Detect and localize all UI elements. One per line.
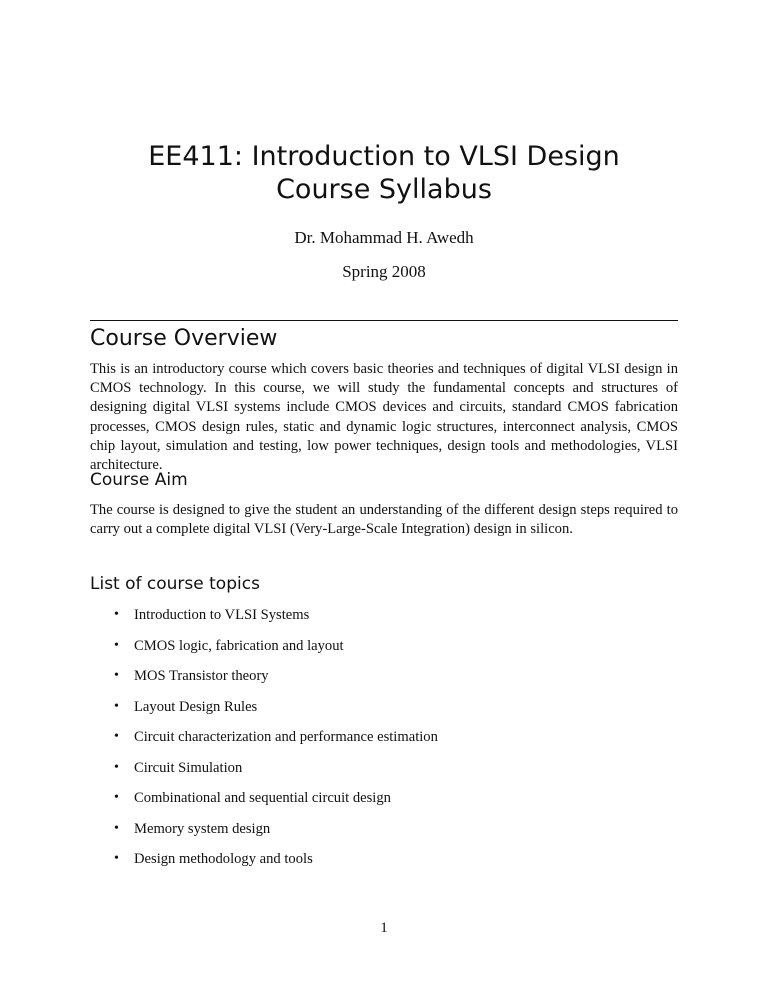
title-line-course: EE411: Introduction to VLSI Design <box>148 141 620 172</box>
aim-paragraph: The course is designed to give the student an understanding of the different design steps required to carry out a complete digital VLSI (Very-Large-Scale Integration) design in silicon. <box>90 502 678 538</box>
topics-list <box>90 606 678 881</box>
list-item-text: MOS Transistor theory <box>134 668 269 684</box>
bullet-icon: • <box>114 790 119 805</box>
term: Spring 2008 <box>342 262 426 281</box>
list-item <box>90 606 678 637</box>
list-item <box>90 637 678 668</box>
list-item-text: Circuit characterization and performance estimation <box>134 729 438 745</box>
list-item <box>90 820 678 851</box>
author-name: Dr. Mohammad H. Awedh <box>294 228 474 247</box>
topics-heading: List of course topics <box>90 574 260 594</box>
page-number: 1 <box>380 920 388 936</box>
bullet-icon: • <box>114 729 119 744</box>
list-item <box>90 789 678 820</box>
bullet-icon: • <box>114 698 119 714</box>
list-item-text: Memory system design <box>134 820 271 837</box>
document-title <box>0 140 768 206</box>
aim-heading: Course Aim <box>90 470 188 490</box>
bullet-icon: • <box>114 607 119 622</box>
list-item <box>90 759 678 790</box>
overview-paragraph: This is an introductory course which covers basic theories and techniques of digital VLSI design in CMOS technology. In this course, we will study the fundamental concepts and structures of designing digital VLSI systems include CMOS devices and circuits, standard CMOS fabrication processes, CMOS design rules, static and dynamic logic structures, interconnect analysis, CMOS chip layout, simulation and testing, low power techniques, design tools and methodologies, VLSI architecture. <box>90 361 678 474</box>
list-item-text: Circuit Simulation <box>134 759 243 776</box>
title-line-syllabus: Course Syllabus <box>276 174 492 205</box>
list-item-text: Layout Design Rules <box>134 698 258 715</box>
section-divider <box>90 320 678 321</box>
bullet-icon: • <box>114 820 119 836</box>
list-item <box>90 667 678 698</box>
bullet-icon: • <box>114 851 119 866</box>
list-item <box>90 728 678 759</box>
list-item-text: CMOS logic, fabrication and layout <box>134 637 344 654</box>
list-item-text: Combinational and sequential circuit design <box>134 790 391 806</box>
bullet-icon: • <box>114 759 119 775</box>
overview-heading: Course Overview <box>90 326 278 351</box>
bullet-icon: • <box>114 668 119 683</box>
list-item-text: Introduction to VLSI Systems <box>134 607 310 623</box>
list-item <box>90 698 678 729</box>
list-item <box>90 850 678 881</box>
bullet-icon: • <box>114 637 119 653</box>
list-item-text: Design methodology and tools <box>134 851 313 867</box>
